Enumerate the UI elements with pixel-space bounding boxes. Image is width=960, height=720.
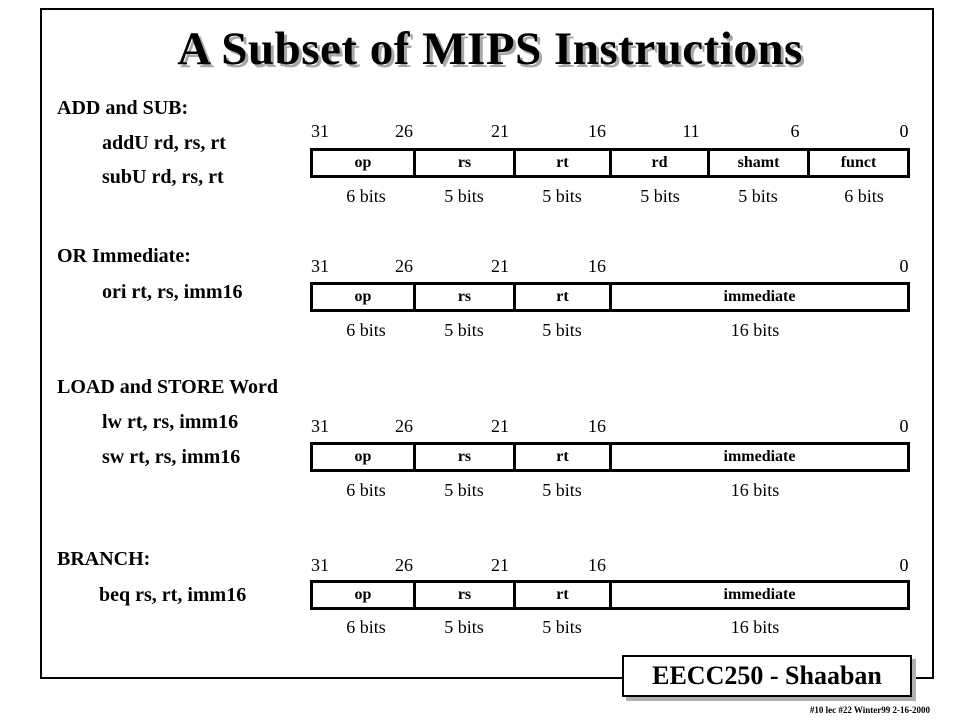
section-label-or-immediate: OR Immediate: bbox=[57, 245, 191, 267]
field-width: 5 bits bbox=[542, 186, 582, 206]
bit-position: 26 bbox=[395, 416, 413, 436]
bit-position: 16 bbox=[588, 121, 606, 141]
field-rt: rt bbox=[513, 583, 609, 607]
field-op: op bbox=[354, 288, 372, 305]
field-width: 6 bits bbox=[346, 186, 386, 206]
bit-position: 0 bbox=[899, 555, 909, 575]
bit-position: 0 bbox=[899, 121, 909, 141]
field-width: 5 bits bbox=[444, 320, 484, 340]
section-label-add-sub: ADD and SUB: bbox=[57, 97, 189, 119]
bit-position: 16 bbox=[588, 256, 606, 276]
instruction-beq: beq rs, rt, imm16 bbox=[99, 584, 247, 606]
field-rs: rs bbox=[413, 285, 513, 309]
field-width: 6 bits bbox=[346, 617, 386, 637]
field-width: 5 bits bbox=[542, 480, 582, 500]
field-op: op bbox=[354, 586, 372, 603]
field-width: 5 bits bbox=[444, 480, 484, 500]
field-rs: rs bbox=[413, 445, 513, 469]
field-op: op bbox=[354, 448, 372, 465]
section-label-branch: BRANCH: bbox=[57, 548, 151, 570]
field-funct: funct bbox=[807, 151, 907, 175]
bit-position: 21 bbox=[491, 256, 509, 276]
field-width: 16 bits bbox=[730, 320, 780, 340]
field-width: 5 bits bbox=[542, 320, 582, 340]
bit-position: 26 bbox=[395, 121, 413, 141]
bit-position: 6 bbox=[790, 121, 800, 141]
field-width: 5 bits bbox=[444, 186, 484, 206]
field-rt: rt bbox=[513, 151, 609, 175]
field-immediate: immediate bbox=[609, 285, 907, 309]
bit-position: 21 bbox=[491, 121, 509, 141]
bit-position: 26 bbox=[395, 555, 413, 575]
field-rt: rt bbox=[513, 285, 609, 309]
slide-title: A Subset of MIPS Instructions bbox=[177, 23, 803, 75]
bit-position: 26 bbox=[395, 256, 413, 276]
course-footer-box bbox=[622, 655, 912, 697]
bit-position: 31 bbox=[311, 256, 329, 276]
instruction-sw: sw rt, rs, imm16 bbox=[102, 446, 241, 468]
field-width: 6 bits bbox=[346, 320, 386, 340]
bit-position: 16 bbox=[588, 555, 606, 575]
course-footer-label: EECC250 - Shaaban bbox=[652, 661, 882, 690]
field-rs: rs bbox=[413, 151, 513, 175]
instruction-format-itype-ori bbox=[310, 282, 910, 312]
field-rs: rs bbox=[413, 583, 513, 607]
field-width: 6 bits bbox=[346, 480, 386, 500]
instruction-format-rtype bbox=[310, 148, 910, 178]
instruction-ori: ori rt, rs, imm16 bbox=[102, 281, 243, 303]
field-width: 5 bits bbox=[738, 186, 778, 206]
field-rt: rt bbox=[513, 445, 609, 469]
field-width: 5 bits bbox=[444, 617, 484, 637]
field-width: 5 bits bbox=[542, 617, 582, 637]
field-immediate: immediate bbox=[609, 445, 907, 469]
field-immediate: immediate bbox=[609, 583, 907, 607]
instruction-format-itype-lwsw bbox=[310, 442, 910, 472]
bit-position: 31 bbox=[311, 416, 329, 436]
field-width: 6 bits bbox=[844, 186, 884, 206]
field-width: 16 bits bbox=[730, 617, 780, 637]
bit-position: 21 bbox=[491, 416, 509, 436]
bit-position: 31 bbox=[311, 121, 329, 141]
instruction-addu: addU rd, rs, rt bbox=[102, 132, 226, 154]
section-label-load-store: LOAD and STORE Word bbox=[57, 376, 279, 398]
field-op: op bbox=[354, 154, 372, 171]
bit-position: 11 bbox=[682, 121, 700, 141]
field-rd: rd bbox=[609, 151, 707, 175]
instruction-subu: subU rd, rs, rt bbox=[102, 166, 224, 188]
page-reference: #10 lec #22 Winter99 2-16-2000 bbox=[809, 705, 930, 715]
bit-position: 21 bbox=[491, 555, 509, 575]
instruction-lw: lw rt, rs, imm16 bbox=[102, 411, 239, 433]
field-width: 5 bits bbox=[640, 186, 680, 206]
field-shamt: shamt bbox=[707, 151, 807, 175]
bit-position: 0 bbox=[899, 256, 909, 276]
bit-position: 0 bbox=[899, 416, 909, 436]
field-width: 16 bits bbox=[730, 480, 780, 500]
bit-position: 16 bbox=[588, 416, 606, 436]
bit-position: 31 bbox=[311, 555, 329, 575]
instruction-format-itype-beq bbox=[310, 580, 910, 610]
